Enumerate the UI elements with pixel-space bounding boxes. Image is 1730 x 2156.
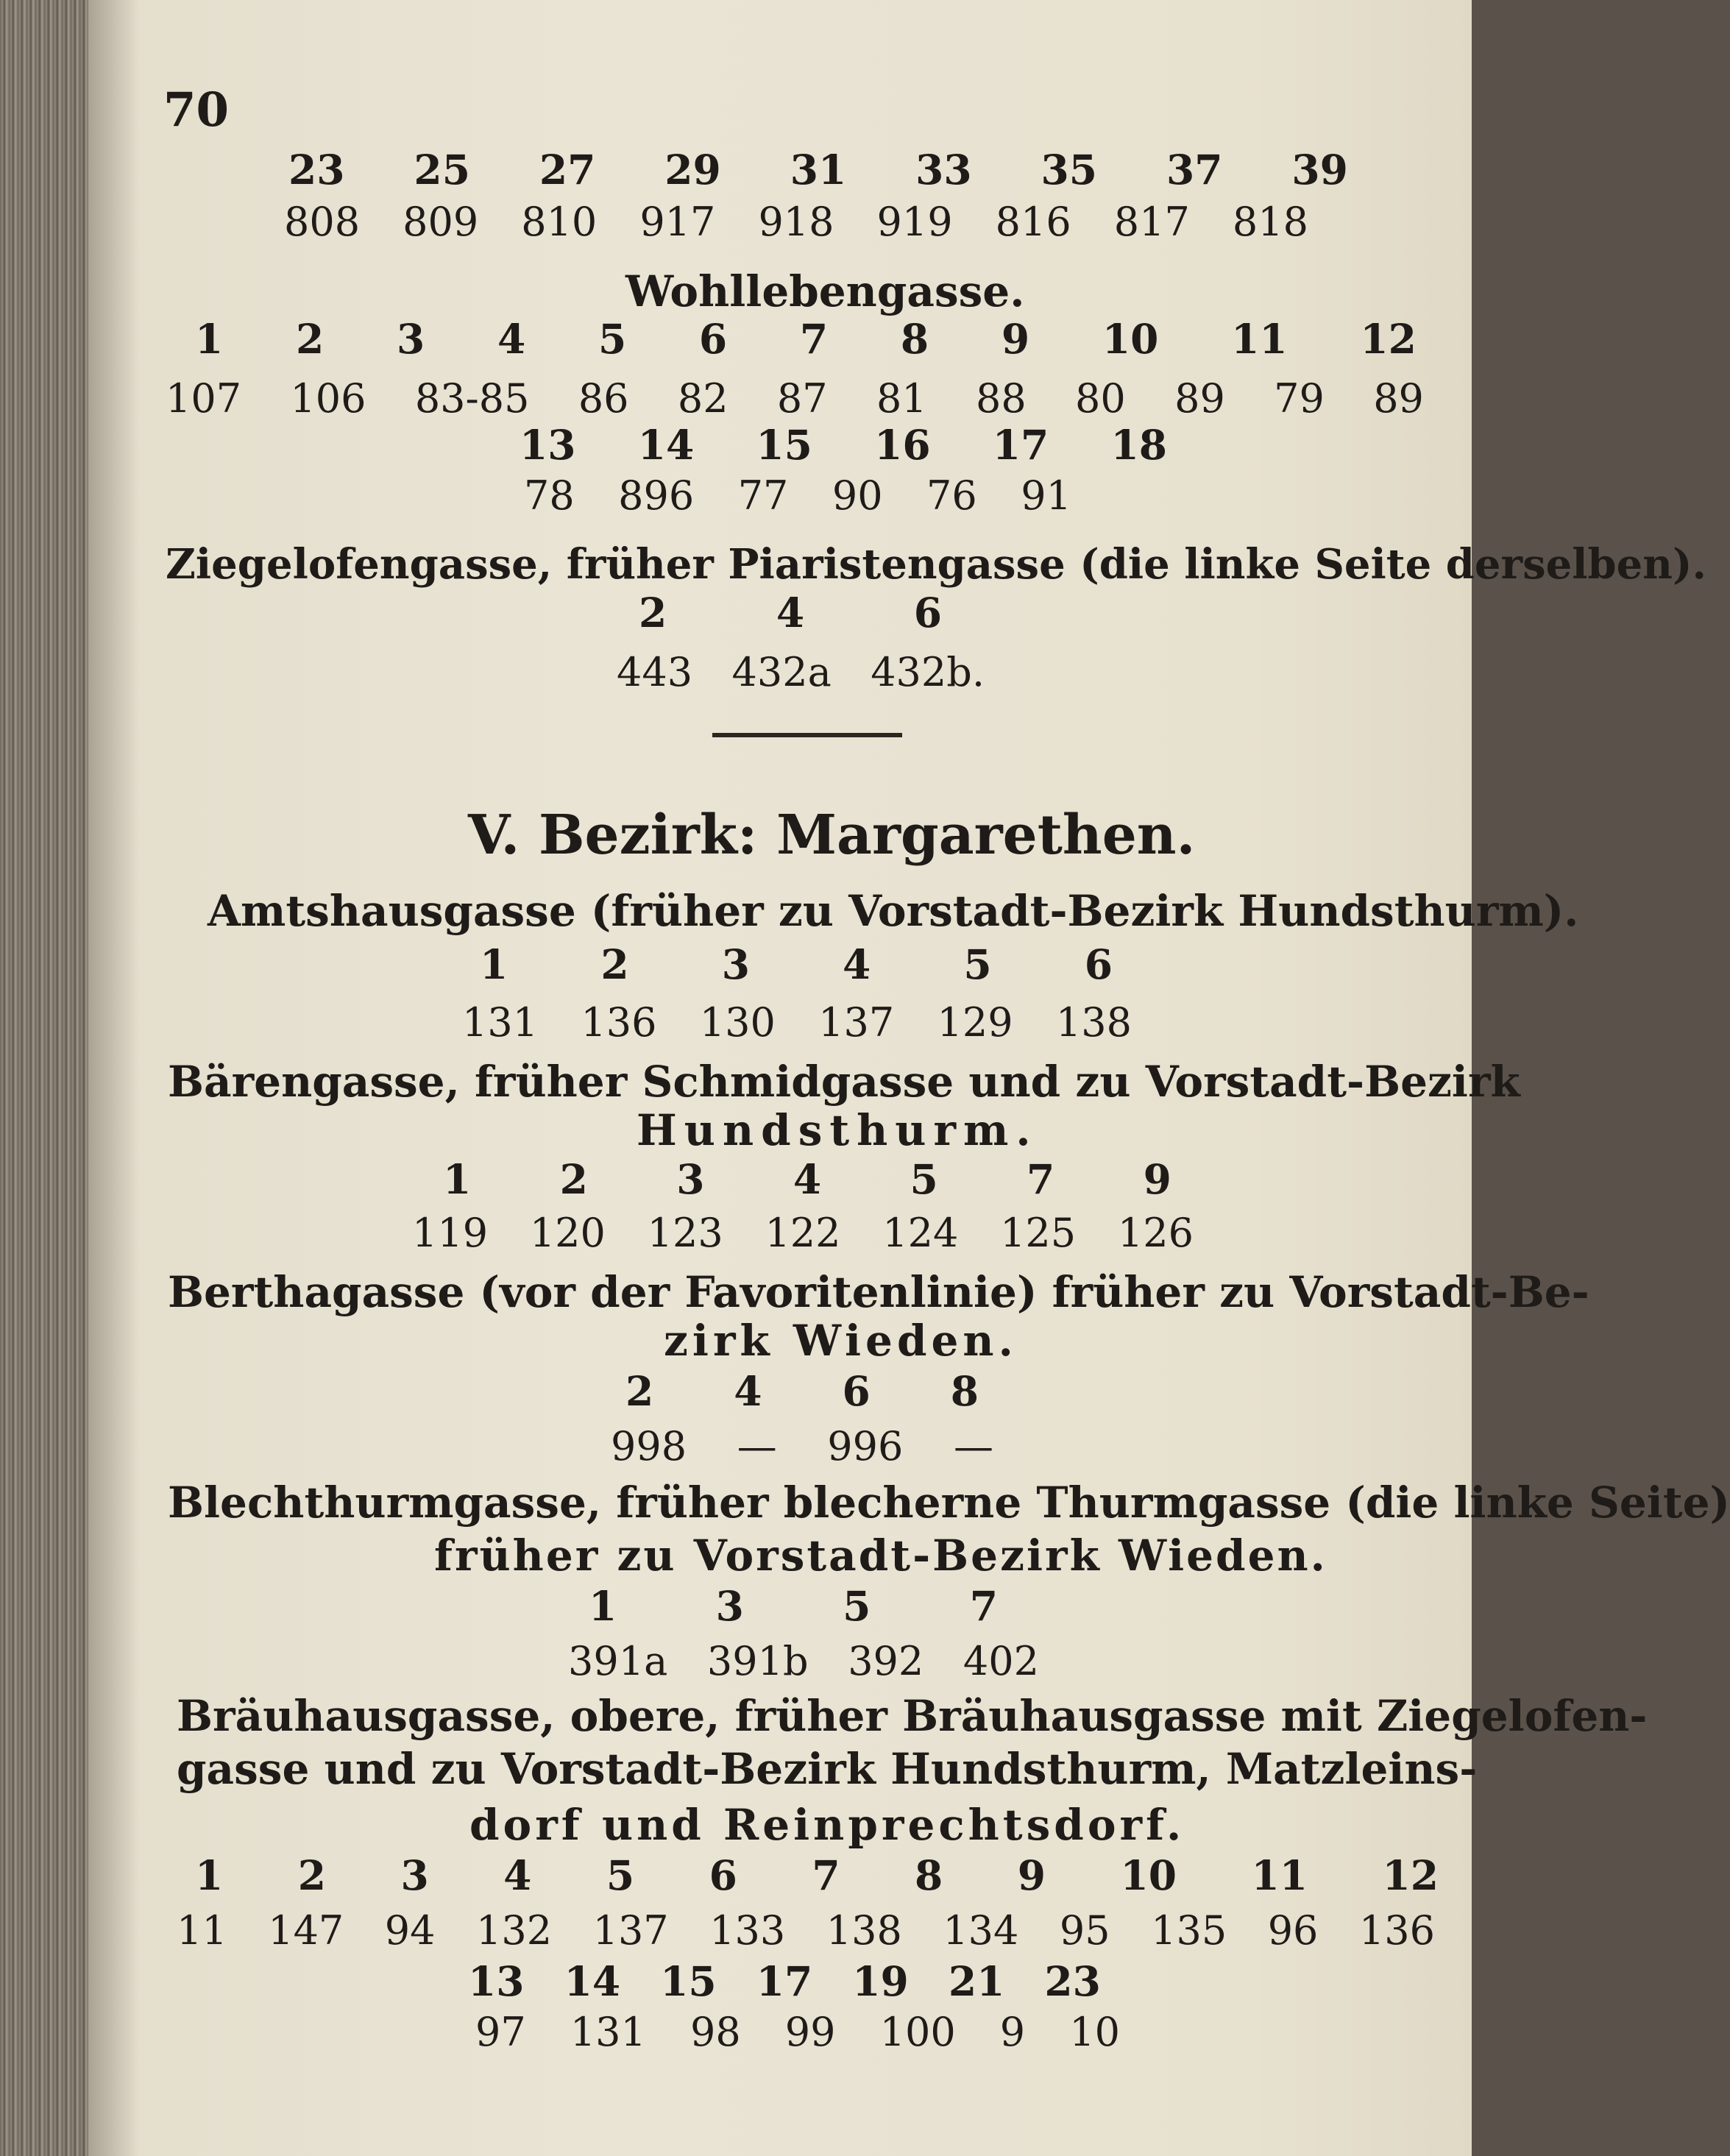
house-number: 3 (721, 940, 750, 988)
house-number: 8 (950, 1367, 979, 1415)
conscription-number: 80 (1075, 375, 1126, 422)
conscription-number: 136 (1358, 1907, 1435, 1954)
conscription-number-row (177, 1907, 1435, 1954)
house-number: 14 (564, 1957, 621, 2005)
conscription-number-row (462, 999, 1132, 1046)
house-number: 18 (1110, 421, 1167, 469)
conscription-number: 432a (731, 649, 832, 695)
house-number: 4 (497, 315, 526, 363)
conscription-number: 130 (699, 999, 776, 1046)
house-number: 15 (756, 421, 812, 469)
conscription-number: 99 (784, 2009, 836, 2055)
house-number: 5 (598, 315, 627, 363)
house-number-row (443, 1155, 1171, 1203)
house-number: 10 (1120, 1851, 1177, 1899)
house-number: 7 (969, 1582, 998, 1630)
house-number: 7 (799, 315, 829, 363)
house-number-row (195, 1851, 1439, 1899)
house-number: 4 (843, 940, 871, 988)
house-number: 13 (468, 1957, 525, 2005)
conscription-number: 119 (412, 1210, 489, 1256)
conscription-number: 818 (1232, 199, 1308, 245)
house-number: 8 (915, 1851, 943, 1899)
house-number: 2 (297, 1851, 326, 1899)
conscription-number: 996 (827, 1423, 904, 1469)
house-number: 4 (793, 1155, 822, 1203)
house-number: 9 (1143, 1155, 1171, 1203)
house-number: 16 (874, 421, 931, 469)
conscription-number: 86 (578, 375, 629, 422)
house-number-row (288, 146, 1348, 194)
conscription-number: 817 (1113, 199, 1190, 245)
conscription-number: 133 (709, 1907, 786, 1954)
conscription-number: 95 (1059, 1907, 1110, 1954)
house-number: 5 (963, 940, 992, 988)
conscription-number: 89 (1174, 375, 1225, 422)
street-name-continuation: früher zu Vorstadt-Bezirk Wieden. (434, 1531, 1327, 1581)
house-number: 5 (843, 1582, 871, 1630)
street-name-continuation: dorf und Reinprechtsdorf. (469, 1800, 1185, 1850)
house-number: 6 (842, 1367, 871, 1415)
conscription-number: 126 (1117, 1210, 1194, 1256)
street-name: Bärengasse, früher Schmidgasse und zu Vorstadt-Bezirk (168, 1057, 1520, 1107)
house-number: 37 (1166, 146, 1223, 194)
conscription-number: 810 (521, 199, 598, 245)
conscription-number: 138 (1055, 999, 1132, 1046)
conscription-number: 917 (639, 199, 716, 245)
conscription-number: 90 (832, 472, 883, 519)
conscription-number-row (524, 472, 1071, 519)
conscription-number: 136 (581, 999, 657, 1046)
conscription-number: 137 (592, 1907, 669, 1954)
house-number: 1 (589, 1582, 617, 1630)
page-number: 70 (163, 82, 230, 138)
house-number: 4 (734, 1367, 762, 1415)
conscription-number: 129 (937, 999, 1013, 1046)
house-number: 6 (1084, 940, 1113, 988)
house-number: 12 (1360, 315, 1417, 363)
house-number: 27 (539, 146, 596, 194)
conscription-number: 998 (611, 1423, 687, 1469)
house-number: 23 (1044, 1957, 1101, 2005)
conscription-number: 94 (384, 1907, 436, 1954)
house-number-row (195, 315, 1417, 363)
conscription-number: 392 (848, 1638, 924, 1684)
house-number: 9 (1001, 315, 1030, 363)
house-number: 5 (910, 1155, 938, 1203)
conscription-number: — (737, 1423, 777, 1469)
house-number: 13 (520, 421, 576, 469)
house-number: 21 (948, 1957, 1005, 2005)
conscription-number: 76 (926, 472, 977, 519)
house-number: 7 (812, 1851, 840, 1899)
conscription-number: 11 (177, 1907, 227, 1954)
house-number: 17 (756, 1957, 813, 2005)
house-number: 8 (900, 315, 929, 363)
conscription-number: 123 (647, 1210, 723, 1256)
house-number: 1 (195, 1851, 224, 1899)
conscription-number: 78 (524, 472, 575, 519)
house-number: 2 (639, 589, 667, 636)
street-name: Blechthurmgasse, früher blecherne Thurmgasse (die linke Seite) (168, 1478, 1730, 1528)
house-number: 19 (852, 1957, 909, 2005)
house-number: 2 (625, 1367, 654, 1415)
conscription-number: 81 (876, 375, 927, 422)
conscription-number-row (284, 199, 1308, 245)
conscription-number: 147 (268, 1907, 344, 1954)
house-number: 2 (559, 1155, 588, 1203)
house-number: 1 (480, 940, 508, 988)
house-number: 5 (606, 1851, 635, 1899)
page-edge (0, 0, 88, 2156)
conscription-number: 106 (290, 375, 366, 422)
conscription-number: 82 (677, 375, 728, 422)
conscription-number: — (953, 1423, 993, 1469)
house-number: 1 (195, 315, 224, 363)
house-number: 4 (503, 1851, 532, 1899)
conscription-number: 98 (689, 2009, 741, 2055)
house-number-row (468, 1957, 1101, 2005)
house-number: 3 (676, 1155, 705, 1203)
conscription-number: 402 (963, 1638, 1039, 1684)
house-number: 31 (790, 146, 847, 194)
house-number: 35 (1041, 146, 1098, 194)
conscription-number: 138 (826, 1907, 902, 1954)
conscription-number: 131 (570, 2009, 646, 2055)
house-number: 2 (295, 315, 325, 363)
conscription-number: 919 (876, 199, 953, 245)
street-name: Wohllebengasse. (625, 266, 1025, 316)
house-number: 11 (1251, 1851, 1308, 1899)
conscription-number: 816 (995, 199, 1071, 245)
house-number: 11 (1231, 315, 1288, 363)
house-number: 15 (660, 1957, 717, 2005)
street-name-continuation: zirk Wieden. (664, 1316, 1018, 1366)
house-number: 10 (1102, 315, 1159, 363)
conscription-number: 96 (1267, 1907, 1319, 1954)
house-number-row (625, 1367, 979, 1415)
conscription-number-row (166, 375, 1424, 422)
conscription-number: 122 (765, 1210, 841, 1256)
house-number: 3 (400, 1851, 429, 1899)
house-number: 17 (992, 421, 1049, 469)
conscription-number: 391b (706, 1638, 809, 1684)
conscription-number: 132 (476, 1907, 553, 1954)
house-number: 25 (414, 146, 470, 194)
street-name-continuation: gasse und zu Vorstadt-Bezirk Hundsthurm, Matzleins- (177, 1744, 1478, 1794)
conscription-number-row (611, 1423, 993, 1469)
conscription-number: 79 (1274, 375, 1325, 422)
street-name: Amtshausgasse (früher zu Vorstadt-Bezirk Hundsthurm). (208, 886, 1579, 936)
conscription-number: 443 (617, 649, 693, 695)
conscription-number: 91 (1021, 472, 1071, 519)
house-number: 4 (776, 589, 805, 636)
conscription-number: 88 (976, 375, 1027, 422)
house-number: 39 (1291, 146, 1348, 194)
conscription-number: 134 (943, 1907, 1019, 1954)
house-number: 29 (664, 146, 721, 194)
conscription-number: 432b. (871, 649, 985, 695)
street-name: Bräuhausgasse, obere, früher Bräuhausgasse mit Ziegelofen- (177, 1691, 1648, 1741)
conscription-number: 137 (818, 999, 895, 1046)
conscription-number: 808 (284, 199, 361, 245)
conscription-number: 83-85 (414, 375, 530, 422)
house-number: 3 (715, 1582, 744, 1630)
house-number: 3 (396, 315, 425, 363)
house-number: 6 (698, 315, 728, 363)
house-number-row (589, 1582, 998, 1630)
conscription-number: 87 (776, 375, 828, 422)
conscription-number: 809 (403, 199, 479, 245)
house-number-row (639, 589, 942, 636)
conscription-number: 97 (475, 2009, 526, 2055)
conscription-number-row (568, 1638, 1039, 1684)
conscription-number: 120 (529, 1210, 606, 1256)
conscription-number: 100 (879, 2009, 956, 2055)
conscription-number: 125 (1000, 1210, 1077, 1256)
house-number-row (480, 940, 1113, 988)
house-number: 9 (1017, 1851, 1046, 1899)
conscription-number: 135 (1151, 1907, 1227, 1954)
gutter-shadow (88, 0, 140, 2156)
conscription-number-row (475, 2009, 1120, 2055)
conscription-number-row (617, 649, 985, 695)
conscription-number: 10 (1069, 2009, 1120, 2055)
section-divider (712, 733, 902, 737)
street-name: Berthagasse (vor der Favoritenlinie) früher zu Vorstadt-Be- (168, 1267, 1589, 1317)
conscription-number: 89 (1373, 375, 1424, 422)
house-number: 6 (709, 1851, 737, 1899)
conscription-number: 9 (999, 2009, 1026, 2055)
conscription-number-row (412, 1210, 1194, 1256)
conscription-number: 391a (568, 1638, 668, 1684)
house-number: 7 (1027, 1155, 1055, 1203)
conscription-number: 77 (737, 472, 789, 519)
conscription-number: 896 (618, 472, 695, 519)
house-number: 6 (913, 589, 942, 636)
street-name-continuation: Hundsthurm. (637, 1105, 1038, 1155)
conscription-number: 124 (882, 1210, 959, 1256)
house-number: 14 (637, 421, 695, 469)
house-number: 1 (443, 1155, 472, 1203)
street-name: Ziegelofengasse, früher Piaristengasse (die linke Seite derselben). (166, 540, 1706, 589)
conscription-number: 918 (758, 199, 834, 245)
house-number: 33 (915, 146, 972, 194)
district-heading: V. Bezirk: Margarethen. (468, 804, 1196, 867)
house-number: 23 (288, 146, 345, 194)
house-number: 12 (1382, 1851, 1439, 1899)
conscription-number: 131 (462, 999, 539, 1046)
house-number-row (520, 421, 1167, 469)
house-number: 2 (600, 940, 629, 988)
conscription-number: 107 (166, 375, 242, 422)
